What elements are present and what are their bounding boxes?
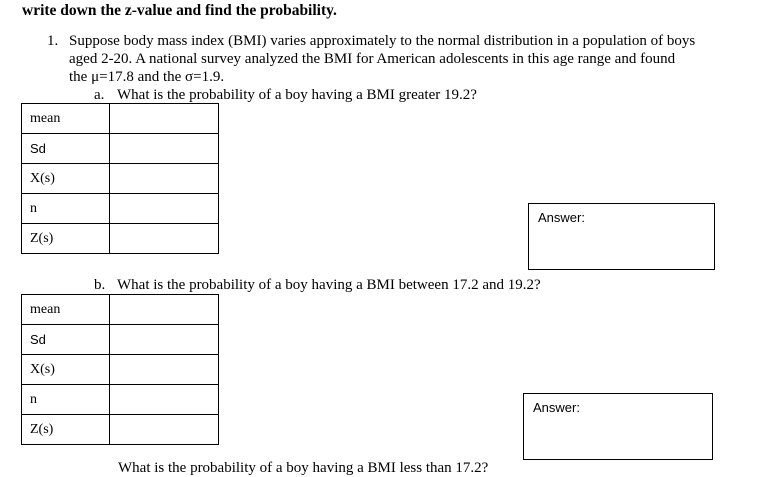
part-a-table [21, 103, 219, 254]
table-row [22, 164, 219, 194]
part-b-table [21, 294, 219, 445]
row-label-n: n [22, 194, 110, 224]
question-number: 1. [47, 33, 59, 49]
worksheet-heading: write down the z-value and find the probability. [22, 2, 337, 19]
table-row [22, 385, 219, 415]
part-b-prompt [94, 277, 541, 294]
table-row [22, 295, 219, 325]
part-c-prompt-cutoff: What is the probability of a boy having a BMI less than 17.2? [118, 460, 489, 476]
value-cell-sd[interactable] [110, 325, 219, 355]
row-label-sd: Sd [22, 134, 110, 164]
part-a-text: What is the probability of a boy having a BMI greater 19.2? [117, 87, 477, 103]
row-label-zs: Z(s) [22, 224, 110, 254]
part-a-answer-box[interactable] [528, 203, 715, 270]
row-label-xs: X(s) [22, 164, 110, 194]
part-b-answer-box[interactable] [523, 393, 713, 460]
value-cell-zs[interactable] [110, 224, 219, 254]
question-line-2: aged 2-20. A national survey analyzed the BMI for American adolescents in this age range and found [69, 51, 676, 67]
row-label-sd: Sd [22, 325, 110, 355]
part-a-answer-label: Answer: [538, 210, 585, 225]
row-label-zs: Z(s) [22, 415, 110, 445]
table-row [22, 355, 219, 385]
part-b-text: What is the probability of a boy having a BMI between 17.2 and 19.2? [117, 277, 541, 293]
value-cell-xs[interactable] [110, 164, 219, 194]
value-cell-mean[interactable] [110, 104, 219, 134]
table-row [22, 325, 219, 355]
row-label-n: n [22, 385, 110, 415]
row-label-mean: mean [22, 104, 110, 134]
row-label-mean: mean [22, 295, 110, 325]
part-a-prompt [94, 87, 477, 104]
value-cell-n[interactable] [110, 385, 219, 415]
value-cell-mean[interactable] [110, 295, 219, 325]
value-cell-sd[interactable] [110, 134, 219, 164]
row-label-xs: X(s) [22, 355, 110, 385]
question-line-1: Suppose body mass index (BMI) varies approximately to the normal distribution in a population of boys [69, 33, 696, 49]
value-cell-n[interactable] [110, 194, 219, 224]
table-row [22, 415, 219, 445]
table-row [22, 134, 219, 164]
part-a-letter: a. [94, 87, 105, 103]
table-row [22, 104, 219, 134]
part-b-letter: b. [94, 277, 106, 293]
table-row [22, 224, 219, 254]
table-row [22, 194, 219, 224]
part-b-answer-label: Answer: [533, 400, 580, 415]
value-cell-xs[interactable] [110, 355, 219, 385]
value-cell-zs[interactable] [110, 415, 219, 445]
question-line-3: the μ=17.8 and the σ=1.9. [69, 69, 225, 85]
